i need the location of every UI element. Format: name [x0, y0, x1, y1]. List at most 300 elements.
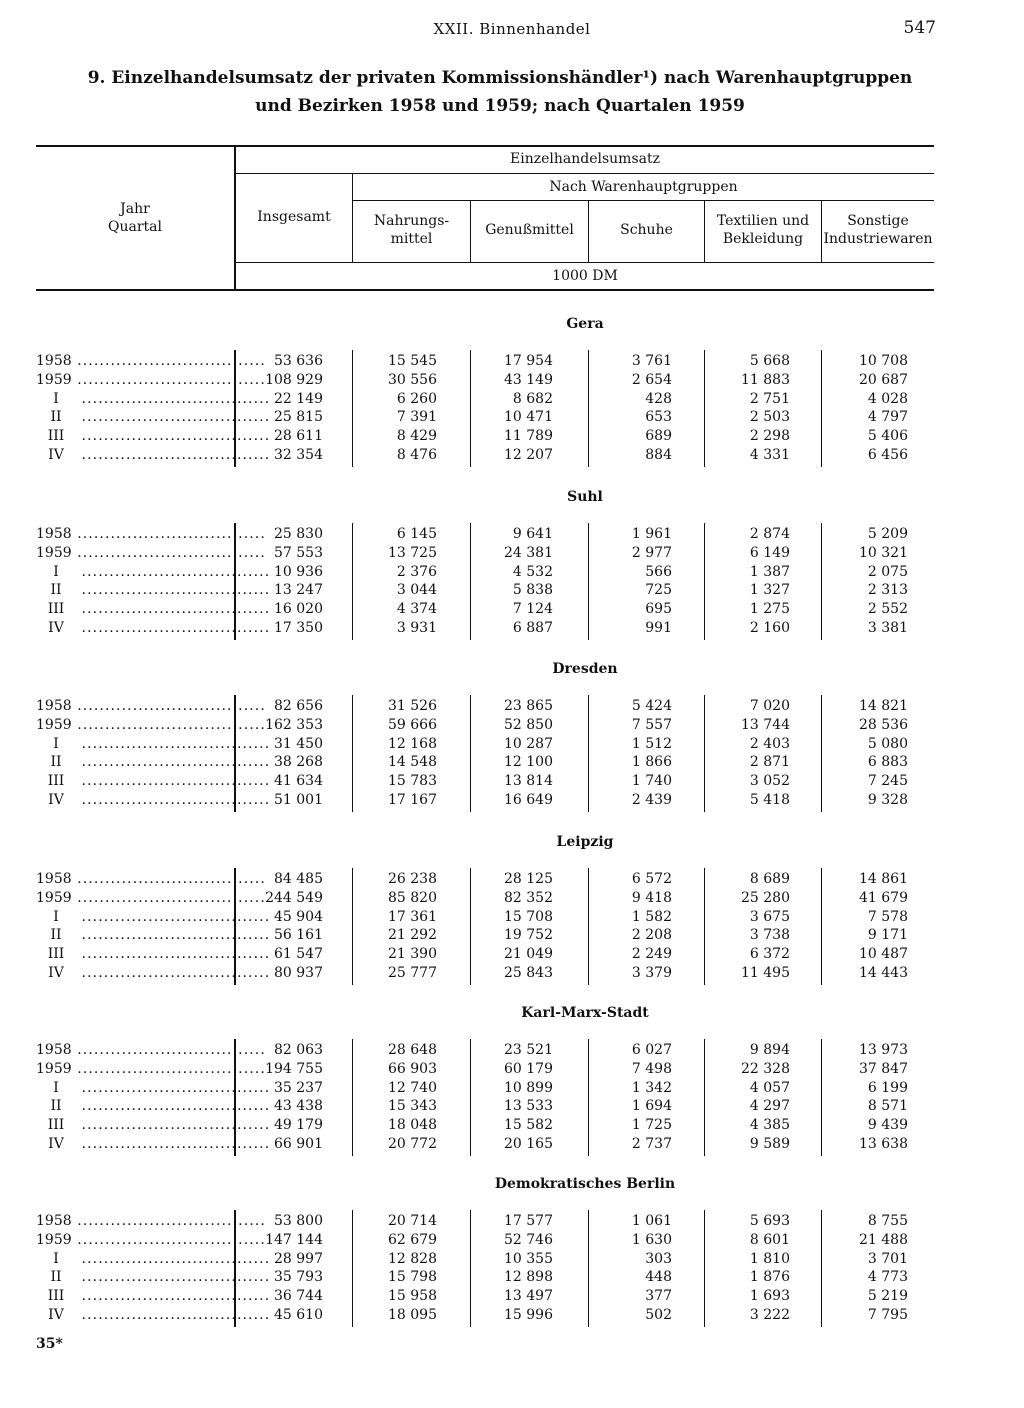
- row-label: [36, 390, 271, 409]
- row-label-text: III: [47, 946, 65, 962]
- table-cell: 12 207: [504, 447, 553, 463]
- table-cell: 84 485: [274, 871, 323, 887]
- table-cell: 3 931: [396, 620, 437, 636]
- table-cell: 16 020: [274, 601, 323, 617]
- table-row: [36, 735, 934, 754]
- table-cell: 2 654: [631, 372, 672, 388]
- table-cell: 13 725: [388, 545, 437, 561]
- table-cell: 31 450: [274, 736, 323, 752]
- header-unit: 1000 DM: [552, 268, 618, 284]
- row-label: [36, 1212, 266, 1231]
- table-cell: 85 820: [388, 890, 437, 906]
- table-cell: 8 689: [749, 871, 790, 887]
- table-cell: 10 936: [274, 564, 323, 580]
- table-cell: 3 675: [749, 909, 790, 925]
- table-row: [36, 697, 934, 716]
- table-cell: 244 549: [265, 890, 323, 906]
- table-row: [36, 945, 934, 964]
- group-rule: [236, 173, 934, 174]
- row-label: [36, 1041, 266, 1060]
- table-cell: 9 418: [631, 890, 672, 906]
- header-col-textilien: Textilien und Bekleidung: [716, 213, 810, 247]
- table-cell: 4 773: [867, 1269, 908, 1285]
- row-label-text: 1959: [36, 372, 72, 388]
- table-cell: 10 287: [504, 736, 553, 752]
- table-cell: 6 149: [749, 545, 790, 561]
- table-cell: 15 708: [504, 909, 553, 925]
- table-row: [36, 390, 934, 409]
- table-cell: 1 387: [749, 564, 790, 580]
- table-cell: 45 904: [274, 909, 323, 925]
- table-cell: 10 355: [504, 1251, 553, 1267]
- table-cell: 25 777: [388, 965, 437, 981]
- table-cell: 502: [645, 1307, 672, 1323]
- leader-dots: ..................................: [76, 601, 271, 617]
- table-cell: 689: [645, 428, 672, 444]
- table-cell: 2 503: [749, 409, 790, 425]
- table-cell: 377: [645, 1288, 672, 1304]
- table-cell: 52 850: [504, 717, 553, 733]
- row-label-text: 1959: [36, 1232, 72, 1248]
- table-cell: 82 063: [274, 1042, 323, 1058]
- table-cell: 2 751: [749, 391, 790, 407]
- table-cell: 653: [645, 409, 672, 425]
- table-cell: 3 379: [631, 965, 672, 981]
- table-cell: 9 589: [749, 1136, 790, 1152]
- table-cell: 3 738: [749, 927, 790, 943]
- table-cell: 15 783: [388, 773, 437, 789]
- row-label-text: 1959: [36, 1061, 72, 1077]
- table-cell: 22 328: [741, 1061, 790, 1077]
- leader-dots: ..................................: [76, 1117, 271, 1133]
- table-row: [36, 716, 934, 735]
- table-cell: 23 521: [504, 1042, 553, 1058]
- row-label-text: III: [47, 601, 65, 617]
- row-label-text: III: [47, 1288, 65, 1304]
- table-cell: 11 789: [504, 428, 553, 444]
- leader-dots: ..................................: [76, 447, 271, 463]
- table-cell: 13 814: [504, 773, 553, 789]
- table-cell: 25 830: [274, 526, 323, 542]
- row-label: [36, 1287, 271, 1306]
- table-row: [36, 408, 934, 427]
- row-label: [36, 1306, 271, 1325]
- subgroup-rule: [353, 200, 934, 201]
- row-label-text: IV: [48, 965, 64, 981]
- table-cell: 6 572: [631, 871, 672, 887]
- table-row: [36, 908, 934, 927]
- row-label-text: I: [53, 736, 59, 752]
- table-cell: 43 149: [504, 372, 553, 388]
- table-cell: 2 871: [749, 754, 790, 770]
- row-label-text: 1958: [36, 353, 72, 369]
- region-title: Gera: [566, 316, 604, 332]
- table-cell: 59 666: [388, 717, 437, 733]
- table-cell: 13 744: [741, 717, 790, 733]
- table-row: [36, 544, 934, 563]
- table-row: [36, 791, 934, 810]
- table-row: [36, 581, 934, 600]
- table-cell: 566: [645, 564, 672, 580]
- table-cell: 695: [645, 601, 672, 617]
- table-cell: 9 171: [867, 927, 908, 943]
- header-subgroup: Nach Warenhauptgruppen: [549, 179, 738, 195]
- table-cell: 10 321: [859, 545, 908, 561]
- table-cell: 2 313: [867, 582, 908, 598]
- table-cell: 3 761: [631, 353, 672, 369]
- table-cell: 14 821: [859, 698, 908, 714]
- table-cell: 82 656: [274, 698, 323, 714]
- table-cell: 21 390: [388, 946, 437, 962]
- table-cell: 25 843: [504, 965, 553, 981]
- row-label-text: 1959: [36, 545, 72, 561]
- table-cell: 66 901: [274, 1136, 323, 1152]
- leader-dots: ..................................: [76, 1098, 271, 1114]
- row-label-text: I: [53, 564, 59, 580]
- table-cell: 7 795: [867, 1307, 908, 1323]
- row-label: [36, 889, 266, 908]
- leader-dots: ..................................: [76, 1136, 271, 1152]
- table-cell: 25 280: [741, 890, 790, 906]
- leader-dots: ..................................: [71, 545, 266, 561]
- row-label: [36, 1250, 271, 1269]
- leader-dots: ..................................: [71, 526, 266, 542]
- table-cell: 1 866: [631, 754, 672, 770]
- table-cell: 8 571: [867, 1098, 908, 1114]
- table-cell: 1 961: [631, 526, 672, 542]
- row-label: [36, 563, 271, 582]
- row-label-text: 1958: [36, 1213, 72, 1229]
- table-cell: 17 954: [504, 353, 553, 369]
- row-label-text: I: [53, 1251, 59, 1267]
- leader-dots: ..................................: [76, 773, 271, 789]
- table-cell: 20 772: [388, 1136, 437, 1152]
- table-cell: 28 611: [274, 428, 323, 444]
- table-row: [36, 889, 934, 908]
- table-cell: 82 352: [504, 890, 553, 906]
- row-label: [36, 926, 271, 945]
- table-cell: 10 471: [504, 409, 553, 425]
- leader-dots: ..................................: [76, 965, 271, 981]
- table-cell: 991: [645, 620, 672, 636]
- table-cell: 13 497: [504, 1288, 553, 1304]
- row-label: [36, 716, 266, 735]
- table-cell: 14 443: [859, 965, 908, 981]
- table-cell: 18 095: [388, 1307, 437, 1323]
- header-col-nahrungsmittel: Nahrungs- mittel: [373, 213, 450, 247]
- leader-dots: ..................................: [76, 909, 271, 925]
- table-cell: 12 828: [388, 1251, 437, 1267]
- table-cell: 12 100: [504, 754, 553, 770]
- table-row: [36, 600, 934, 619]
- region-title: Demokratisches Berlin: [494, 1176, 676, 1192]
- row-label: [36, 964, 271, 983]
- row-label-text: IV: [48, 1307, 64, 1323]
- page-number: 547: [903, 18, 936, 38]
- row-label: [36, 753, 271, 772]
- row-label-text: III: [47, 1117, 65, 1133]
- header-col-insgesamt: Insgesamt: [257, 209, 331, 225]
- leader-dots: ..................................: [76, 927, 271, 943]
- table-cell: 25 815: [274, 409, 323, 425]
- footer-note: 35*: [36, 1336, 63, 1352]
- table-cell: 7 498: [631, 1061, 672, 1077]
- table-cell: 37 847: [859, 1061, 908, 1077]
- table-cell: 53 636: [274, 353, 323, 369]
- table-cell: 1 512: [631, 736, 672, 752]
- table-cell: 66 903: [388, 1061, 437, 1077]
- table-cell: 15 343: [388, 1098, 437, 1114]
- table-cell: 3 052: [749, 773, 790, 789]
- leader-dots: ..................................: [71, 353, 266, 369]
- table-cell: 2 737: [631, 1136, 672, 1152]
- table-cell: 17 577: [504, 1213, 553, 1229]
- table-cell: 2 075: [867, 564, 908, 580]
- table-cell: 2 208: [631, 927, 672, 943]
- leader-dots: ..................................: [71, 698, 266, 714]
- table-cell: 26 238: [388, 871, 437, 887]
- table-cell: 5 418: [749, 792, 790, 808]
- table-cell: 8 429: [396, 428, 437, 444]
- row-label: [36, 1060, 266, 1079]
- row-label: [36, 908, 271, 927]
- table-cell: 15 958: [388, 1288, 437, 1304]
- row-label-text: 1959: [36, 890, 72, 906]
- table-cell: 4 797: [867, 409, 908, 425]
- row-label: [36, 544, 266, 563]
- table-cell: 35 237: [274, 1080, 323, 1096]
- table-cell: 5 424: [631, 698, 672, 714]
- table-cell: 6 883: [867, 754, 908, 770]
- table-cell: 1 061: [631, 1213, 672, 1229]
- table-cell: 448: [645, 1269, 672, 1285]
- table-row: [36, 352, 934, 371]
- table-cell: 5 838: [512, 582, 553, 598]
- table-cell: 10 899: [504, 1080, 553, 1096]
- table-cell: 1 694: [631, 1098, 672, 1114]
- table-row: [36, 1268, 934, 1287]
- table-top-rule: [36, 145, 934, 147]
- region-title: Suhl: [567, 489, 603, 505]
- row-label: [36, 1097, 271, 1116]
- table-cell: 17 350: [274, 620, 323, 636]
- row-label: [36, 1268, 271, 1287]
- table-cell: 2 298: [749, 428, 790, 444]
- table-cell: 13 533: [504, 1098, 553, 1114]
- table-cell: 4 028: [867, 391, 908, 407]
- table-row: [36, 446, 934, 465]
- table-cell: 13 973: [859, 1042, 908, 1058]
- table-cell: 1 582: [631, 909, 672, 925]
- table-row: [36, 772, 934, 791]
- row-label-text: 1958: [36, 871, 72, 887]
- row-label: [36, 581, 271, 600]
- table-cell: 194 755: [265, 1061, 323, 1077]
- region-title: Dresden: [552, 661, 618, 677]
- leader-dots: ..................................: [76, 1251, 271, 1267]
- table-row: [36, 1306, 934, 1325]
- row-label: [36, 525, 266, 544]
- row-label: [36, 619, 271, 638]
- table-cell: 16 649: [504, 792, 553, 808]
- table-cell: 15 545: [388, 353, 437, 369]
- table-cell: 60 179: [504, 1061, 553, 1077]
- table-cell: 5 219: [867, 1288, 908, 1304]
- table-cell: 6 199: [867, 1080, 908, 1096]
- table-cell: 20 714: [388, 1213, 437, 1229]
- leader-dots: ..................................: [71, 372, 266, 388]
- row-label: [36, 791, 271, 810]
- table-cell: 7 391: [396, 409, 437, 425]
- row-label-text: IV: [48, 447, 64, 463]
- table-cell: 108 929: [265, 372, 323, 388]
- table-cell: 14 861: [859, 871, 908, 887]
- table-cell: 20 687: [859, 372, 908, 388]
- table-cell: 20 165: [504, 1136, 553, 1152]
- row-label: [36, 1231, 266, 1250]
- table-cell: 8 682: [512, 391, 553, 407]
- table-cell: 4 532: [512, 564, 553, 580]
- leader-dots: ..................................: [76, 391, 271, 407]
- header-row-label: Jahr Quartal: [108, 201, 162, 235]
- table-cell: 14 548: [388, 754, 437, 770]
- leader-dots: ..................................: [76, 1307, 271, 1323]
- table-cell: 2 552: [867, 601, 908, 617]
- table-row: [36, 1097, 934, 1116]
- table-cell: 62 679: [388, 1232, 437, 1248]
- table-cell: 12 168: [388, 736, 437, 752]
- table-cell: 35 793: [274, 1269, 323, 1285]
- table-cell: 23 865: [504, 698, 553, 714]
- table-cell: 56 161: [274, 927, 323, 943]
- leader-dots: ..................................: [71, 890, 266, 906]
- table-cell: 884: [645, 447, 672, 463]
- table-cell: 4 374: [396, 601, 437, 617]
- leader-dots: ..................................: [76, 1288, 271, 1304]
- table-cell: 6 145: [396, 526, 437, 542]
- row-label-text: IV: [48, 792, 64, 808]
- table-cell: 10 487: [859, 946, 908, 962]
- table-cell: 1 327: [749, 582, 790, 598]
- table-cell: 6 456: [867, 447, 908, 463]
- table-cell: 725: [645, 582, 672, 598]
- table-cell: 3 381: [867, 620, 908, 636]
- table-title-line-1: 9. Einzelhandelsumsatz der privaten Kommissionshändler¹) nach Warenhauptgruppen: [87, 68, 913, 88]
- table-row: [36, 926, 934, 945]
- leader-dots: ..................................: [71, 1213, 266, 1229]
- table-row: [36, 1250, 934, 1269]
- table-cell: 1 810: [749, 1251, 790, 1267]
- table-row: [36, 964, 934, 983]
- table-cell: 17 361: [388, 909, 437, 925]
- table-cell: 1 725: [631, 1117, 672, 1133]
- table-cell: 2 376: [396, 564, 437, 580]
- table-row: [36, 1231, 934, 1250]
- row-label: [36, 1116, 271, 1135]
- table-row: [36, 1116, 934, 1135]
- table-cell: 28 997: [274, 1251, 323, 1267]
- table-cell: 24 381: [504, 545, 553, 561]
- table-cell: 4 331: [749, 447, 790, 463]
- table-cell: 15 582: [504, 1117, 553, 1133]
- table-cell: 4 297: [749, 1098, 790, 1114]
- table-cell: 61 547: [274, 946, 323, 962]
- row-label: [36, 945, 271, 964]
- table-cell: 52 746: [504, 1232, 553, 1248]
- row-label-text: I: [53, 391, 59, 407]
- table-cell: 11 883: [741, 372, 790, 388]
- leader-dots: ..................................: [71, 1232, 266, 1248]
- table-cell: 7 020: [749, 698, 790, 714]
- row-label: [36, 1135, 271, 1154]
- leader-dots: ..................................: [71, 1042, 266, 1058]
- header-bottom-rule: [36, 289, 934, 291]
- header-group: Einzelhandelsumsatz: [510, 151, 660, 167]
- table-cell: 12 898: [504, 1269, 553, 1285]
- table-cell: 1 740: [631, 773, 672, 789]
- row-label: [36, 697, 266, 716]
- table-cell: 80 937: [274, 965, 323, 981]
- row-label: [36, 408, 271, 427]
- table-row: [36, 371, 934, 390]
- table-title: [60, 64, 940, 120]
- table-cell: 5 406: [867, 428, 908, 444]
- row-label-text: I: [53, 1080, 59, 1096]
- table-cell: 9 894: [749, 1042, 790, 1058]
- table-cell: 51 001: [274, 792, 323, 808]
- row-label-text: 1959: [36, 717, 72, 733]
- table-cell: 10 708: [859, 353, 908, 369]
- row-label-text: IV: [48, 620, 64, 636]
- row-label-text: 1958: [36, 698, 72, 714]
- row-label: [36, 600, 271, 619]
- row-label: [36, 446, 271, 465]
- table-cell: 15 996: [504, 1307, 553, 1323]
- row-label-text: II: [50, 1098, 62, 1114]
- table-cell: 7 578: [867, 909, 908, 925]
- table-cell: 13 638: [859, 1136, 908, 1152]
- table-cell: 4 057: [749, 1080, 790, 1096]
- row-label: [36, 870, 266, 889]
- leader-dots: ..................................: [71, 1061, 266, 1077]
- row-label-text: II: [50, 582, 62, 598]
- table-row: [36, 1135, 934, 1154]
- table-cell: 11 495: [741, 965, 790, 981]
- table-cell: 6 372: [749, 946, 790, 962]
- table-cell: 6 887: [512, 620, 553, 636]
- header-col-sonstige: Sonstige Industriewaren: [823, 213, 933, 247]
- table-cell: 21 292: [388, 927, 437, 943]
- row-label-text: II: [50, 754, 62, 770]
- table-cell: 2 977: [631, 545, 672, 561]
- table-cell: 303: [645, 1251, 672, 1267]
- table-cell: 43 438: [274, 1098, 323, 1114]
- table-row: [36, 1079, 934, 1098]
- table-cell: 28 536: [859, 717, 908, 733]
- table-cell: 57 553: [274, 545, 323, 561]
- table-cell: 28 648: [388, 1042, 437, 1058]
- table-cell: 49 179: [274, 1117, 323, 1133]
- table-cell: 2 403: [749, 736, 790, 752]
- table-cell: 5 209: [867, 526, 908, 542]
- table-cell: 15 798: [388, 1269, 437, 1285]
- table-cell: 1 630: [631, 1232, 672, 1248]
- table-cell: 6 260: [396, 391, 437, 407]
- table-cell: 28 125: [504, 871, 553, 887]
- table-cell: 2 874: [749, 526, 790, 542]
- row-label: [36, 772, 271, 791]
- table-cell: 1 693: [749, 1288, 790, 1304]
